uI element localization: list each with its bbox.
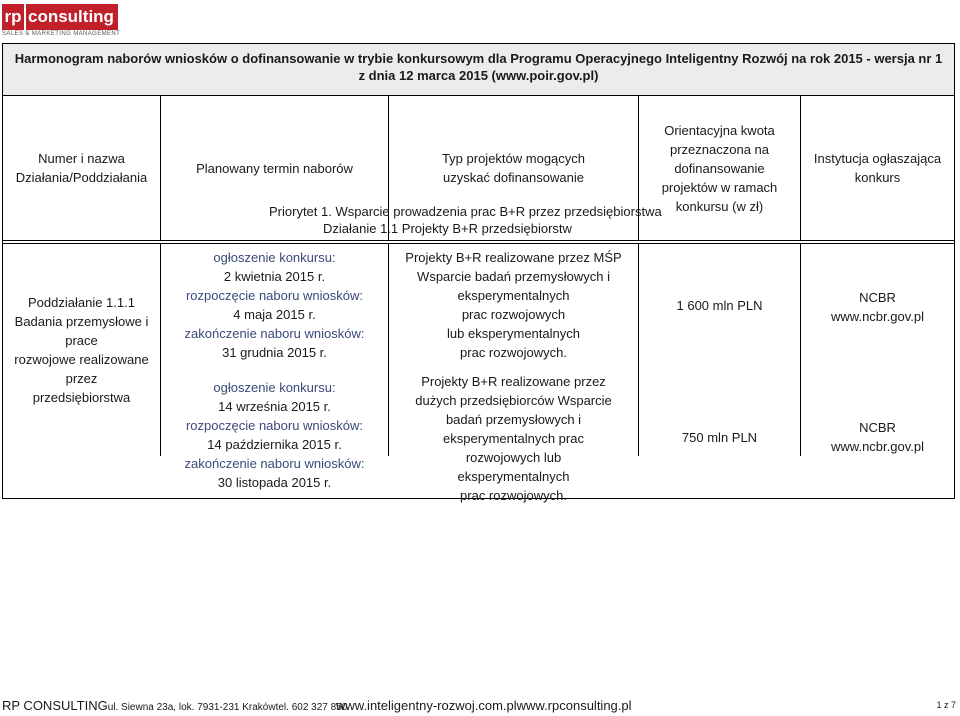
rp-consulting-logo — [2, 2, 132, 38]
logo-name: consulting — [26, 4, 118, 30]
page-number: 1 z 7 — [936, 700, 956, 710]
call-2-amount: 750 mln PLN — [681, 430, 758, 445]
call-1-schedule: ogłoszenie konkursu: 2 kwietnia 2015 r. rozpoczęcie naboru wniosków: 4 maja 2015 r. zakończenie naboru wniosków: 31 grudnia 2015 r. — [184, 250, 365, 360]
footer-site-2[interactable]: www.rpconsulting.pl — [516, 698, 632, 713]
call-1-project-type: Projekty B+R realizowane przez MŚP Wsparcie badań przemysłowych i eksperymentalnych prac rozwojowych lub eksperymentalnych prac rozwojowych. — [405, 250, 622, 360]
footer-websites — [336, 698, 632, 713]
column-header-amount: Orientacyjna kwota przeznaczona na dofinansowanie projektów w ramach konkursu (w zł) — [639, 96, 801, 240]
schedule-table — [2, 43, 955, 503]
document-title: Harmonogram naborów wniosków o dofinansowanie w trybie konkursowym dla Programu Operacyjnego Inteligentny Rozwój na rok 2015 - wersja nr 1 z dnia 12 marca 2015 (www.poir.gov.pl) — [3, 44, 954, 96]
header-divider — [3, 240, 954, 241]
schedule-cell — [161, 244, 389, 490]
call-2-schedule: ogłoszenie konkursu: 14 września 2015 r. rozpoczęcie naboru wniosków: 14 października 2015 r. zakończenie naboru wniosków: 30 listopada 2015 r. — [184, 380, 365, 490]
call-2-institution: NCBR www.ncbr.gov.pl — [831, 420, 924, 454]
column-header-project-type: Typ projektów mogących uzyskać dofinansowanie — [389, 96, 639, 240]
call-1-institution: NCBR www.ncbr.gov.pl — [831, 290, 924, 324]
column-header-schedule: Planowany termin naborów — [161, 96, 389, 240]
table-row — [3, 243, 954, 503]
footer-contact — [2, 698, 347, 713]
footer-address: ul. Siewna 23a, lok. 7931-231 Kraków — [107, 702, 276, 713]
amount-cell — [639, 244, 801, 456]
call-2-project-type: Projekty B+R realizowane przez dużych przedsiębiorców Wsparcie badań przemysłowych i eksperymentalnych prac rozwojowych lub eksperymentalnych prac rozwojowych. — [415, 374, 612, 503]
column-header-institution: Instytucja ogłaszająca konkurs — [813, 151, 942, 185]
priority-heading — [263, 203, 662, 237]
institution-cell — [801, 244, 954, 456]
footer-site-1[interactable]: www.inteligentny-rozwoj.com.pl — [336, 698, 517, 713]
project-type-cell — [389, 244, 639, 503]
footer-phone: tel. 602 327 850 — [275, 702, 348, 713]
column-header-measure: Numer i nazwa Działania/Poddziałania — [3, 96, 161, 240]
page-footer — [0, 698, 960, 714]
action-title: Działanie 1.1 Projekty B+R przedsiębiorstw — [323, 221, 572, 236]
logo-mark: rp — [2, 4, 24, 30]
footer-company: RP CONSULTING — [2, 698, 108, 713]
logo-tagline: SALES & MARKETING MANAGEMENT — [2, 31, 121, 37]
measure-cell: Poddziałanie 1.1.1 Badania przemysłowe i prace rozwojowe realizowane przez przedsiębiorstwa — [3, 244, 161, 456]
priority-title: Priorytet 1. Wsparcie prowadzenia prac B+R przez przedsiębiorstwa — [269, 204, 662, 219]
call-1-amount: 1 600 mln PLN — [676, 298, 763, 313]
